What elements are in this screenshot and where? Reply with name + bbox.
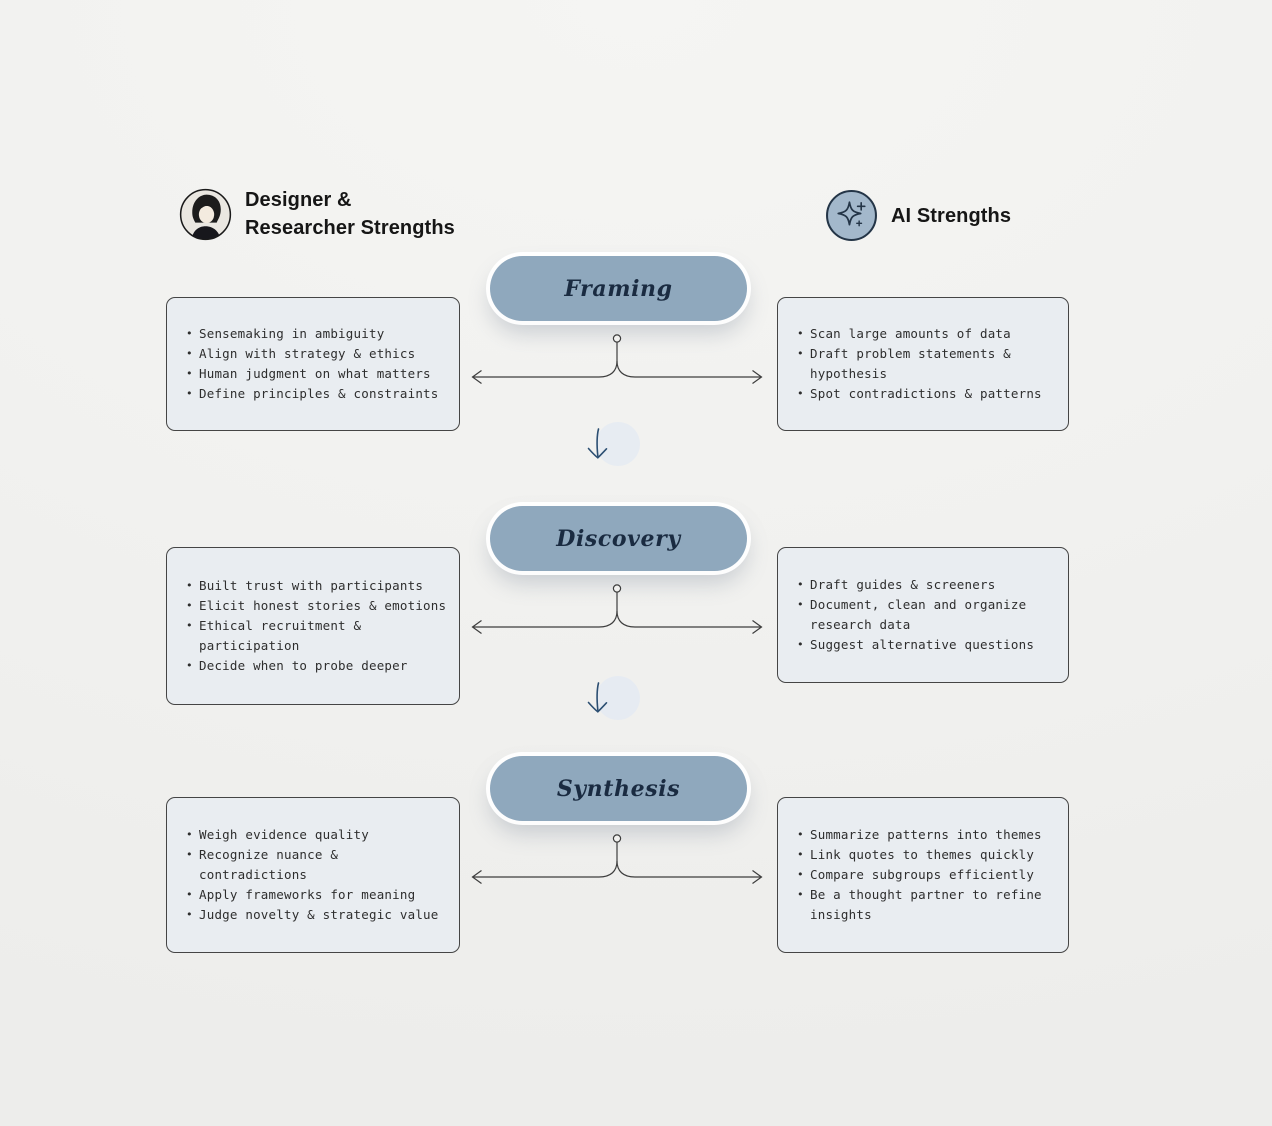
bullet-item: • Decide when to probe deeper <box>185 656 449 676</box>
framing-connector <box>460 332 774 394</box>
designer-synthesis-list <box>185 825 449 925</box>
bullet-item: • Align with strategy & ethics <box>185 344 439 364</box>
bullet-item: • Spot contradictions & patterns <box>796 384 1058 404</box>
discovery-connector <box>460 582 774 644</box>
designer-box-discovery <box>166 547 460 705</box>
designer-box-synthesis <box>166 797 460 953</box>
ai-strengths-header <box>825 189 1011 242</box>
ai-framing-list <box>796 324 1058 404</box>
bullet-item: • Elicit honest stories & emotions <box>185 596 449 616</box>
down-arrow-icon <box>584 681 612 717</box>
bullet-item: • Judge novelty & strategic value <box>185 905 449 925</box>
ai-sparkle-svg <box>825 189 878 242</box>
designer-avatar-svg <box>179 188 232 241</box>
bullet-item: • Sensemaking in ambiguity <box>185 324 439 344</box>
bullet-item: • Link quotes to themes quickly <box>796 845 1058 865</box>
bullet-item: • Scan large amounts of data <box>796 324 1058 344</box>
bullet-item: • Apply frameworks for meaning <box>185 885 449 905</box>
ai-box-discovery <box>777 547 1069 683</box>
stage-pill-discovery <box>490 506 747 571</box>
bullet-item: • Compare subgroups efficiently <box>796 865 1058 885</box>
ai-strengths-title: AI Strengths <box>891 204 1012 227</box>
designer-title-line2: Researcher Strengths <box>245 217 455 239</box>
ai-box-framing <box>777 297 1069 431</box>
bullet-item: • Recognize nuance & contradictions <box>185 845 449 885</box>
synthesis-connector <box>460 832 774 894</box>
bullet-item: • Draft guides & screeners <box>796 575 1058 595</box>
stage-pill-synthesis <box>490 756 747 821</box>
designer-discovery-list <box>185 576 449 676</box>
designer-framing-list <box>185 324 439 404</box>
bullet-item: • Built trust with participants <box>185 576 449 596</box>
ai-sparkle-icon <box>825 189 878 242</box>
bullet-item: • Define principles & constraints <box>185 384 439 404</box>
designer-title-line1: Designer & <box>245 189 352 211</box>
ai-synthesis-list <box>796 825 1058 925</box>
stage-pill-framing <box>490 256 747 321</box>
stage-label: Synthesis <box>556 775 681 802</box>
stage-label: Framing <box>564 275 673 302</box>
designer-strengths-title <box>245 186 455 242</box>
bullet-item: • Document, clean and organize research data <box>796 595 1058 635</box>
designer-box-framing <box>166 297 460 431</box>
bullet-item: • Human judgment on what matters <box>185 364 439 384</box>
designer-avatar-icon <box>179 188 232 241</box>
bullet-item: • Summarize patterns into themes <box>796 825 1058 845</box>
bullet-item: • Ethical recruitment & participation <box>185 616 449 656</box>
stage-label: Discovery <box>556 525 681 552</box>
ai-box-synthesis <box>777 797 1069 953</box>
ai-discovery-list <box>796 575 1058 655</box>
bullet-item: • Weigh evidence quality <box>185 825 449 845</box>
down-arrow-icon <box>584 427 612 463</box>
designer-strengths-header <box>179 186 455 242</box>
bullet-item: • Suggest alternative questions <box>796 635 1058 655</box>
bullet-item: • Draft problem statements & hypothesis <box>796 344 1058 384</box>
bullet-item: • Be a thought partner to refine insights <box>796 885 1058 925</box>
